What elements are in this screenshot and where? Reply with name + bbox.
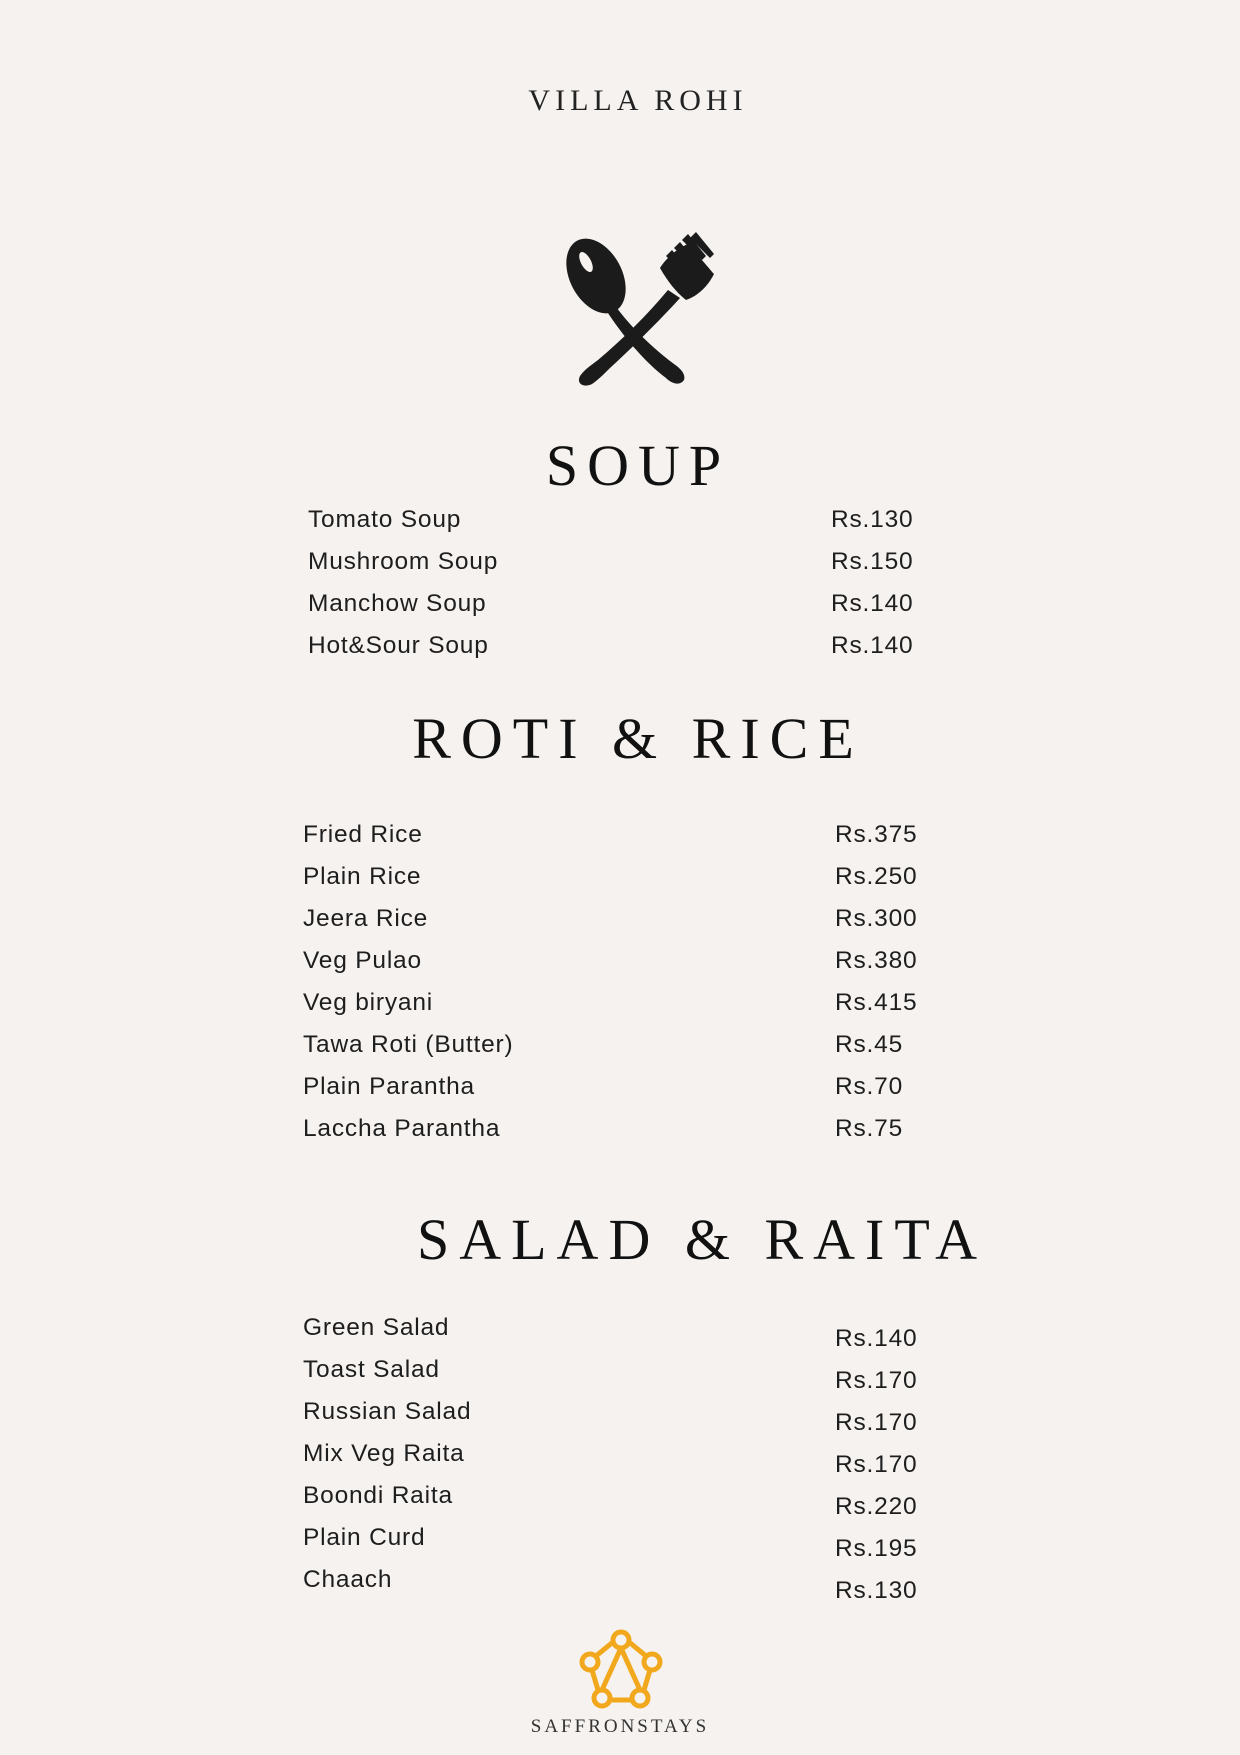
menu-item-price: Rs.250 <box>835 863 918 890</box>
menu-item-name: Tomato Soup <box>308 506 462 533</box>
menu-item-name: Fried Rice <box>303 821 423 848</box>
brand-title: VILLA ROHI <box>528 84 748 117</box>
menu-item-name: Boondi Raita <box>303 1482 453 1509</box>
menu-item-price: Rs.45 <box>835 1031 904 1058</box>
section-title-roti-rice: ROTI & RICE <box>412 706 864 771</box>
menu-item-name: Plain Curd <box>303 1524 426 1551</box>
section-title-salad-raita: SALAD & RAITA <box>416 1207 987 1272</box>
menu-item-price: Rs.170 <box>835 1451 918 1478</box>
menu-item-name: Hot&Sour Soup <box>308 632 489 659</box>
menu-item-price: Rs.70 <box>835 1073 904 1100</box>
menu-item-name: Manchow Soup <box>308 590 487 617</box>
menu-item-name: Green Salad <box>303 1314 450 1341</box>
menu-item-price: Rs.140 <box>835 1325 918 1352</box>
menu-item-name: Veg Pulao <box>303 947 422 974</box>
menu-item-price: Rs.170 <box>835 1367 918 1394</box>
menu-item-price: Rs.75 <box>835 1115 904 1142</box>
spoon-fork-crossed-icon <box>548 228 728 398</box>
saffronstays-knot-logo <box>578 1628 664 1710</box>
menu-item-name: Plain Rice <box>303 863 422 890</box>
menu-item-price: Rs.300 <box>835 905 918 932</box>
menu-item-name: Plain Parantha <box>303 1073 475 1100</box>
menu-item-price: Rs.140 <box>831 590 914 617</box>
section-title-soup: SOUP <box>545 433 731 498</box>
menu-item-name: Veg biryani <box>303 989 434 1016</box>
menu-item-price: Rs.130 <box>835 1577 918 1604</box>
menu-item-name: Jeera Rice <box>303 905 429 932</box>
menu-item-price: Rs.375 <box>835 821 918 848</box>
menu-item-price: Rs.415 <box>835 989 918 1016</box>
menu-item-name: Mix Veg Raita <box>303 1440 465 1467</box>
menu-item-price: Rs.380 <box>835 947 918 974</box>
menu-item-price: Rs.195 <box>835 1535 918 1562</box>
menu-item-price: Rs.170 <box>835 1409 918 1436</box>
footer-brand: SAFFRONSTAYS <box>530 1716 710 1737</box>
menu-item-name: Laccha Parantha <box>303 1115 501 1142</box>
menu-item-price: Rs.130 <box>831 506 914 533</box>
menu-item-name: Chaach <box>303 1566 393 1593</box>
menu-item-name: Mushroom Soup <box>308 548 499 575</box>
menu-item-price: Rs.140 <box>831 632 914 659</box>
menu-item-name: Toast Salad <box>303 1356 440 1383</box>
menu-item-name: Russian Salad <box>303 1398 472 1425</box>
menu-item-price: Rs.150 <box>831 548 914 575</box>
menu-item-name: Tawa Roti (Butter) <box>303 1031 514 1058</box>
menu-item-price: Rs.220 <box>835 1493 918 1520</box>
